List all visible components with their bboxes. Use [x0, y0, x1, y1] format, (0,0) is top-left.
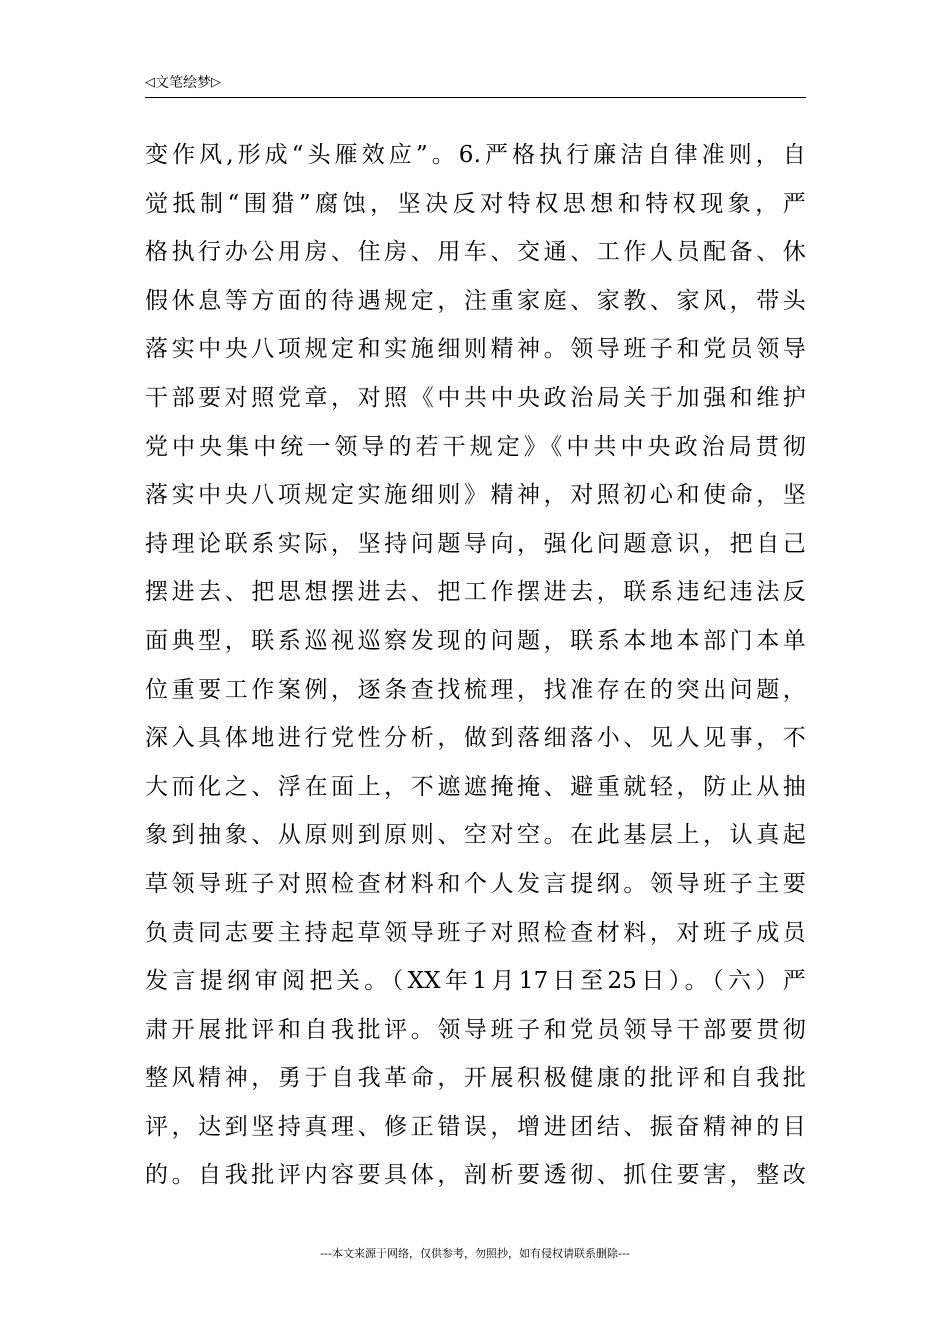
body-line: 位重要工作案例，逐条查找梳理，找准存在的突出问题， — [145, 676, 806, 703]
page-header — [145, 74, 221, 92]
body-line: 格执行办公用房、住房、用车、交通、工作人员配备、休 — [145, 239, 806, 266]
body-line: 深入具体地进行党性分析，做到落细落小、见人见事，不 — [145, 725, 806, 752]
body-line: 假休息等方面的待遇规定，注重家庭、家教、家风，带头 — [145, 287, 806, 314]
body-line: 负责同志要主持起草领导班子对照检查材料，对班子成员 — [145, 919, 806, 946]
body-line: 草领导班子对照检查材料和个人发言提纲。领导班子主要 — [145, 870, 806, 897]
footer-disclaimer: ---本文来源于网络，仅供参考，勿照抄，如有侵权请联系删除--- — [320, 1247, 630, 1260]
right-triangle-icon: ▷ — [211, 75, 221, 90]
header-title: 文笔绘梦 — [155, 75, 211, 91]
body-line: 党中央集中统一领导的若干规定》《中共中央政治局贯彻 — [145, 433, 806, 460]
body-line: 干部要对照党章，对照《中共中央政治局关于加强和维护 — [145, 384, 806, 411]
body-line: 象到抽象、从原则到原则、空对空。在此基层上，认真起 — [145, 822, 806, 849]
body-line: 面典型，联系巡视巡察发现的问题，联系本地本部门本单 — [145, 627, 806, 654]
left-triangle-icon: ◁ — [145, 75, 155, 90]
body-line: 变作风,形成“头雁效应”。6.严格执行廉洁自律准则，自 — [145, 142, 806, 168]
header-divider — [145, 97, 806, 98]
body-line: 肃开展批评和自我批评。领导班子和党员领导干部要贯彻 — [145, 1016, 806, 1043]
body-line: 的。自我批评内容要具体，剖析要透彻、抓住要害，整改 — [145, 1162, 806, 1189]
body-line: 觉抵制“围猎”腐蚀，坚决反对特权思想和特权现象，严 — [145, 190, 806, 217]
body-line: 评，达到坚持真理、修正错误，增进团结、振奋精神的目 — [145, 1113, 806, 1140]
body-line: 大而化之、浮在面上，不遮遮掩掩、避重就轻，防止从抽 — [145, 773, 806, 800]
body-line: 发言提纲审阅把关。（XX年1月17日至25日）。（六）严 — [145, 968, 806, 995]
body-line: 整风精神，勇于自我革命，开展积极健康的批评和自我批 — [145, 1065, 806, 1092]
document-body — [145, 131, 806, 1200]
body-line: 落实中央八项规定和实施细则精神。领导班子和党员领导 — [145, 336, 806, 363]
body-line: 持理论联系实际，坚持问题导向，强化问题意识，把自己 — [145, 530, 806, 557]
body-line: 落实中央八项规定实施细则》精神，对照初心和使命，坚 — [145, 482, 806, 509]
body-line: 摆进去、把思想摆进去、把工作摆进去，联系违纪违法反 — [145, 579, 806, 606]
